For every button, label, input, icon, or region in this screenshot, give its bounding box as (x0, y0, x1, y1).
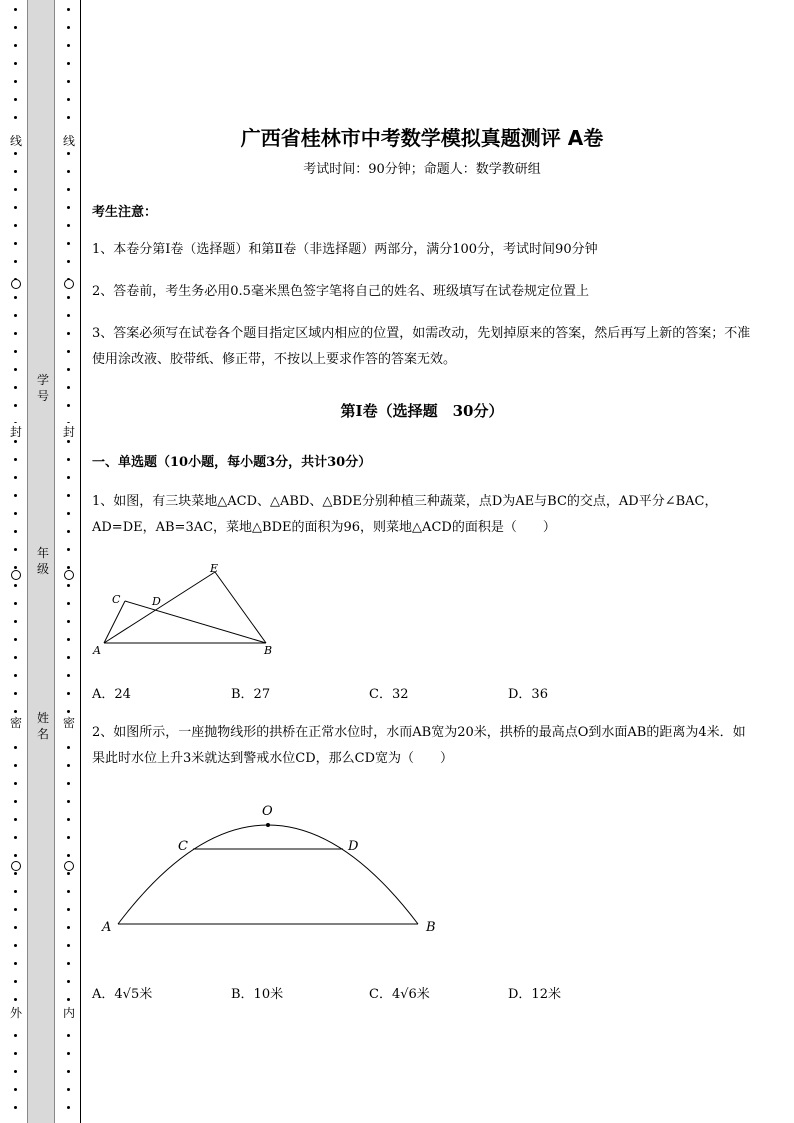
binding-dot (67, 170, 70, 173)
binding-dot (67, 404, 70, 407)
binding-dot (67, 44, 70, 47)
binding-dot (67, 908, 70, 911)
binding-dots-left (11, 0, 21, 1123)
binding-dot (14, 872, 17, 875)
point-label-c: C (112, 593, 121, 606)
binding-dot (14, 854, 17, 857)
binding-dot (14, 890, 17, 893)
exam-title: 广西省桂林市中考数学模拟真题测评 A卷 (240, 126, 604, 150)
binding-dot (67, 1070, 70, 1073)
binding-dot (67, 836, 70, 839)
point-label-a: A (102, 920, 112, 935)
binding-char-mi-left: 密 (9, 716, 22, 730)
student-id-label: 学号 (36, 373, 49, 403)
binding-dot (14, 764, 17, 767)
q1-option-c[interactable]: C．32 (369, 687, 409, 702)
exam-subtitle: 考试时间：90分钟；命题人：数学教研组 (303, 162, 541, 177)
binding-dot (14, 998, 17, 1001)
question-1-text: 1、如图，有三块菜地△ACD、△ABD、△BDE分别种植三种蔬菜，点D为AE与BC的交点，AD平分∠BAC，AD=DE，AB=3AC，菜地△BDE的面积为96，则菜地△ACD的面积是（ ） (92, 494, 718, 535)
binding-dot (67, 296, 70, 299)
binding-dot (67, 368, 70, 371)
binding-dot (14, 512, 17, 515)
notice-item: 3、答案必须写在试卷各个题目指定区域内相应的位置，如需改动，先划掉原来的答案，然后再写上新的答案；不准使用涂改液、胶带纸、修正带，不按以上要求作答的答案无效。 (92, 326, 751, 367)
binding-dot (14, 620, 17, 623)
binding-dot (67, 1106, 70, 1109)
binding-circle (64, 279, 74, 289)
binding-dot (67, 962, 70, 965)
binding-dot (14, 458, 17, 461)
binding-dot (14, 980, 17, 983)
binding-dot (67, 980, 70, 983)
binding-dot (67, 1088, 70, 1091)
point-label-a: A (93, 644, 101, 657)
binding-dot (14, 98, 17, 101)
binding-dot (67, 80, 70, 83)
binding-dot (67, 674, 70, 677)
binding-circle (11, 570, 21, 580)
binding-dot (14, 296, 17, 299)
binding-dot (14, 962, 17, 965)
binding-dot (14, 80, 17, 83)
binding-dot (14, 710, 17, 713)
binding-dot (67, 1052, 70, 1055)
section-title: 第I卷（选择题 30分） (340, 402, 504, 420)
binding-dot (67, 638, 70, 641)
binding-dot (67, 242, 70, 245)
arch-parabola (118, 825, 418, 924)
binding-dot (14, 944, 17, 947)
binding-dot (67, 98, 70, 101)
binding-dot (14, 566, 17, 569)
binding-dot (14, 908, 17, 911)
binding-char-feng-left: 封 (9, 425, 22, 439)
binding-dot (14, 746, 17, 749)
binding-dot (14, 926, 17, 929)
binding-dot (67, 314, 70, 317)
binding-dot (67, 764, 70, 767)
binding-dot (14, 314, 17, 317)
binding-dot (67, 440, 70, 443)
question-type-heading: 一、单选题（10小题，每小题3分，共计30分） (92, 455, 372, 470)
binding-dot (67, 890, 70, 893)
point-label-o: O (262, 804, 273, 819)
binding-dot (14, 440, 17, 443)
binding-dot (67, 386, 70, 389)
name-label: 姓名 (36, 711, 49, 741)
binding-dot (67, 818, 70, 821)
binding-dot (67, 602, 70, 605)
binding-dot (14, 1106, 17, 1109)
binding-dot (14, 584, 17, 587)
binding-char-wai: 外 (9, 1006, 22, 1020)
binding-dot (14, 638, 17, 641)
binding-dot (67, 1034, 70, 1037)
binding-dot (14, 386, 17, 389)
binding-dot (67, 944, 70, 947)
point-label-b: B (264, 644, 273, 657)
binding-dot (67, 8, 70, 11)
binding-dot (67, 998, 70, 1001)
binding-dot (14, 656, 17, 659)
binding-dot (14, 206, 17, 209)
binding-dot (67, 710, 70, 713)
point-label-d: D (152, 595, 161, 608)
binding-dot (67, 26, 70, 29)
binding-dot (14, 674, 17, 677)
binding-dot (67, 782, 70, 785)
binding-dot (67, 548, 70, 551)
apex-point-o (266, 823, 270, 827)
binding-dot (14, 224, 17, 227)
binding-circle (64, 861, 74, 871)
binding-dot (14, 1088, 17, 1091)
binding-dot (14, 818, 17, 821)
binding-dot (14, 116, 17, 119)
binding-dot (67, 458, 70, 461)
binding-dot (67, 872, 70, 875)
q1-option-b[interactable]: B．27 (231, 687, 271, 702)
point-label-c: C (178, 839, 188, 854)
binding-dot (14, 800, 17, 803)
notice-heading: 考生注意： (92, 205, 158, 220)
binding-dot (14, 404, 17, 407)
binding-dot (67, 206, 70, 209)
q1-option-d[interactable]: D．36 (508, 687, 548, 702)
point-label-e: E (210, 562, 219, 575)
binding-char-mi-right: 密 (62, 716, 75, 730)
point-label-d: D (348, 839, 359, 854)
binding-dot (67, 926, 70, 929)
binding-dot (14, 530, 17, 533)
binding-dot (67, 260, 70, 263)
binding-dot (67, 620, 70, 623)
notice-item: 1、本卷分第I卷（选择题）和第Ⅱ卷（非选择题）两部分，满分100分，考试时间90分钟 (92, 242, 598, 257)
binding-dot (67, 584, 70, 587)
question-2-figure (92, 798, 452, 943)
q1-option-a[interactable]: A．24 (92, 687, 131, 702)
binding-dot (14, 8, 17, 11)
binding-dot (14, 1034, 17, 1037)
binding-dot (67, 746, 70, 749)
binding-dot (14, 332, 17, 335)
binding-char-xian-left: 线 (9, 134, 22, 148)
binding-dot (14, 26, 17, 29)
binding-dots-right (64, 0, 74, 1123)
binding-dot (67, 494, 70, 497)
binding-dot (14, 260, 17, 263)
binding-dot (67, 530, 70, 533)
binding-circle (11, 861, 21, 871)
question-1-figure (92, 560, 282, 660)
binding-dot (14, 170, 17, 173)
q2-option-a[interactable]: A．4√5米 (92, 987, 153, 1002)
point-label-b: B (426, 920, 436, 935)
binding-char-nei: 内 (62, 1006, 75, 1020)
q2-option-d[interactable]: D．12米 (508, 987, 561, 1002)
q2-option-b[interactable]: B．10米 (231, 987, 284, 1002)
binding-dot (67, 854, 70, 857)
binding-dot (67, 566, 70, 569)
binding-dot (67, 692, 70, 695)
binding-dot (14, 350, 17, 353)
notice-item: 2、答卷前，考生务必用0.5毫米黑色签字笔将自己的姓名、班级填写在试卷规定位置上 (92, 284, 589, 299)
grade-label: 年级 (36, 546, 49, 576)
binding-circle (64, 570, 74, 580)
binding-dot (14, 494, 17, 497)
binding-dot (67, 152, 70, 155)
binding-dot (67, 800, 70, 803)
binding-dot (14, 782, 17, 785)
question-2-text: 2、如图所示，一座抛物线形的拱桥在正常水位时，水而AB宽为20米，拱桥的最高点O到水面AB的距离为4米．如果此时水位上升3米就达到警戒水位CD，那么CD宽为（ ） (92, 725, 746, 766)
binding-dot (14, 476, 17, 479)
binding-dot (14, 368, 17, 371)
segment-cb (125, 601, 266, 643)
binding-dot (14, 44, 17, 47)
binding-dot (14, 188, 17, 191)
binding-dot (67, 116, 70, 119)
binding-dot (14, 1070, 17, 1073)
binding-dot (67, 512, 70, 515)
binding-dot (14, 602, 17, 605)
binding-dot (67, 62, 70, 65)
q2-option-c[interactable]: C．4√6米 (369, 987, 430, 1002)
binding-char-xian-right: 线 (62, 134, 75, 148)
binding-dot (67, 656, 70, 659)
binding-dot (67, 188, 70, 191)
binding-dot (14, 152, 17, 155)
binding-dot (67, 224, 70, 227)
binding-char-feng-right: 封 (62, 425, 75, 439)
binding-dot (14, 1052, 17, 1055)
binding-circle (11, 279, 21, 289)
binding-dot (14, 548, 17, 551)
binding-dot (14, 62, 17, 65)
binding-dot (14, 836, 17, 839)
binding-dot (14, 242, 17, 245)
binding-dot (67, 350, 70, 353)
binding-line (80, 0, 81, 1123)
segment-eb (215, 572, 266, 643)
binding-dot (67, 476, 70, 479)
binding-dot (67, 332, 70, 335)
binding-dot (14, 692, 17, 695)
